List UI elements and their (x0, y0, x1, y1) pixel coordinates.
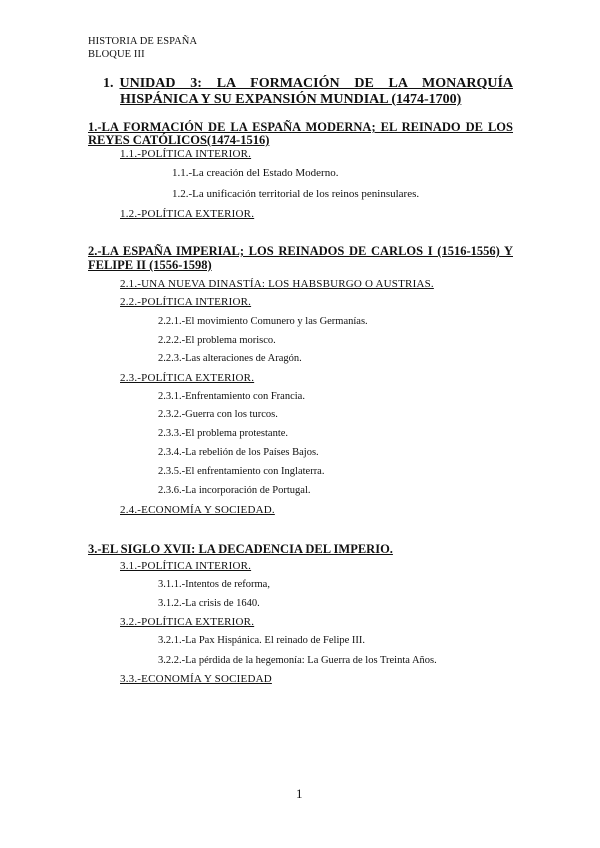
item-2-3-2: 2.3.2.-Guerra con los turcos. (158, 409, 278, 420)
item-2-3-3: 2.3.3.-El problema protestante. (158, 428, 289, 439)
section-2-title-line1: 2.-LA ESPAÑA IMPERIAL; LOS REINADOS DE CARLOS I (1516-1556) Y (88, 244, 513, 258)
subsection-2-3: 2.3.-POLÍTICA EXTERIOR. (120, 372, 255, 384)
item-2-2-2: 2.2.2.-El problema morisco. (158, 335, 276, 346)
item-2-3-6: 2.3.6.-La incorporación de Portugal. (158, 485, 311, 496)
item-2-2-1: 2.2.1.-El movimiento Comunero y las Germanías. (158, 316, 368, 327)
subsection-1-2: 1.2.-POLÍTICA EXTERIOR. (120, 208, 255, 220)
section-3-title: 3.-EL SIGLO XVII: LA DECADENCIA DEL IMPERIO. (88, 542, 393, 556)
section-2-title-line2: FELIPE II (1556-1598) (88, 258, 212, 272)
item-3-2-1: 3.2.1.-La Pax Hispánica. El reinado de Felipe III. (158, 635, 366, 646)
item-3-1-1: 3.1.1.-Intentos de reforma, (158, 579, 270, 590)
unit-title (103, 76, 513, 108)
item-1-1-2: 1.2.-La unificación territorial de los reinos peninsulares. (172, 188, 420, 200)
unit-title-line1: UNIDAD 3: LA FORMACIÓN DE LA MONARQUÍA (119, 76, 513, 91)
subsection-1-1: 1.1.-POLÍTICA INTERIOR. (120, 148, 252, 160)
section-1-title-line2: REYES CATÓLICOS(1474-1516) (88, 133, 270, 147)
unit-number: 1. (103, 76, 114, 91)
item-2-3-5: 2.3.5.-El enfrentamiento con Inglaterra. (158, 466, 325, 477)
item-3-1-2: 3.1.2.-La crisis de 1640. (158, 598, 260, 609)
unit-title-line1-row (103, 76, 513, 92)
subsection-3-2: 3.2.-POLÍTICA EXTERIOR. (120, 616, 255, 628)
subsection-2-1: 2.1.-UNA NUEVA DINASTÍA: LOS HABSBURGO O AUSTRIAS. (120, 278, 434, 290)
item-3-2-2: 3.2.2.-La pérdida de la hegemonía: La Guerra de los Treinta Años. (158, 655, 437, 666)
item-2-3-4: 2.3.4.-La rebelión de los Países Bajos. (158, 447, 319, 458)
item-2-2-3: 2.2.3.-Las alteraciones de Aragón. (158, 353, 302, 364)
page-number: 1 (296, 786, 303, 801)
subsection-3-1: 3.1.-POLÍTICA INTERIOR. (120, 560, 252, 572)
subsection-2-2: 2.2.-POLÍTICA INTERIOR. (120, 296, 252, 308)
header-block: BLOQUE III (88, 49, 145, 60)
section-1-title-line1: 1.-LA FORMACIÓN DE LA ESPAÑA MODERNA; EL REINADO DE LOS (88, 120, 513, 134)
unit-title-line2: HISPÁNICA Y SU EXPANSIÓN MUNDIAL (1474-1700) (120, 92, 462, 107)
subsection-2-4: 2.4.-ECONOMÍA Y SOCIEDAD. (120, 504, 275, 516)
item-2-3-1: 2.3.1.-Enfrentamiento con Francia. (158, 391, 305, 402)
item-1-1-1: 1.1.-La creación del Estado Moderno. (172, 167, 339, 179)
subsection-3-3: 3.3.-ECONOMÍA Y SOCIEDAD (120, 673, 272, 685)
header-subject: HISTORIA DE ESPAÑA (88, 36, 198, 47)
